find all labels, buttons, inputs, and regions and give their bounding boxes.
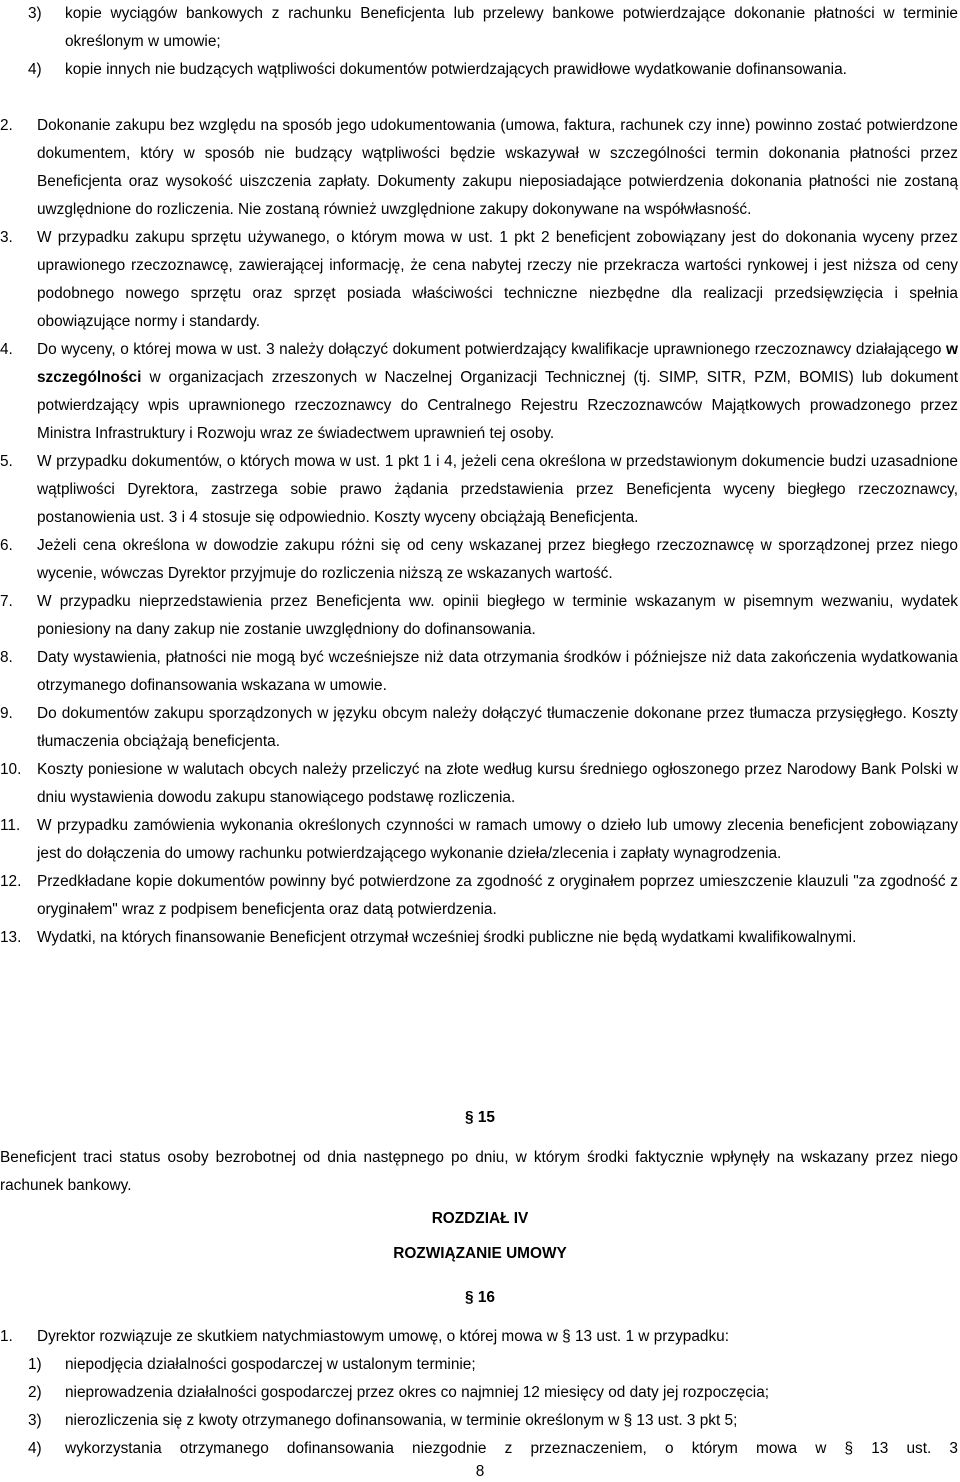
list-item bbox=[0, 924, 958, 952]
list-item-text: Koszty poniesione w walutach obcych należy przeliczyć na złote według kursu średniego ogłoszonego przez Narodowy Bank Polski w dniu wystawienia dowodu zakupu stanowiącego podstawę rozliczenia. bbox=[37, 761, 958, 806]
sub-list-item bbox=[0, 1379, 958, 1407]
top-list bbox=[0, 0, 960, 84]
list-item-number: 10. bbox=[0, 761, 22, 778]
text-segment: w organizacjach zrzeszonych w Naczelnej Organizacji Technicznej (tj. SIMP, SITR, PZM, BOMIS) lub dokument potwierdzający wpis uprawnionego rzeczoznawcy do Centralnego Rejestru Rzeczoznawców Majątkowych prowadzonego przez Ministra Infrastruktury i Rozwoju wraz ze świadectwem uprawnień tej osoby. bbox=[37, 369, 958, 442]
list-item-number: 3) bbox=[28, 1412, 42, 1429]
list-item-number: 7. bbox=[0, 593, 13, 610]
section-heading-15: § 15 bbox=[465, 1109, 495, 1126]
list-item-text: Dyrektor rozwiązuje ze skutkiem natychmiastowym umowę, o której mowa w § 13 ust. 1 w przypadku: bbox=[37, 1328, 729, 1345]
sub-list-item bbox=[0, 1407, 958, 1435]
list-item-text: Dokonanie zakupu bez względu na sposób jego udokumentowania (umowa, faktura, rachunek czy inne) powinno zostać potwierdzone dokumentem, który w sposób nie budzący wątpliwości będzie wskazywał w szczególności termin dokonania płatności przez Beneficjenta oraz wysokość uiszczenia zapłaty. Dokumenty zakupu nieposiadające potwierdzenia dokonania płatności nie zostaną uwzględnione do rozliczenia. Nie zostaną również uwzględnione zakupy dokonywane na współwłasność. bbox=[37, 117, 958, 218]
list-item-text: W przypadku dokumentów, o których mowa w ust. 1 pkt 1 i 4, jeżeli cena określona w przedstawionym dokumencie budzi uzasadnione wątpliwości Dyrektora, zastrzega sobie prawo żądania przedstawienia przez Beneficjenta wyceny biegłego rzeczoznawcy, postanowienia ust. 3 i 4 stosuje się odpowiednio. Koszty wyceny obciążają Beneficjenta. bbox=[37, 453, 958, 526]
list-item-number: 3. bbox=[0, 229, 13, 246]
list-item bbox=[0, 448, 958, 532]
list-item bbox=[0, 336, 958, 448]
list-item-text: nieprowadzenia działalności gospodarczej przez okres co najmniej 12 miesięcy od daty jej rozpoczęcia; bbox=[65, 1384, 770, 1401]
chapter-title: ROZWIĄZANIE UMOWY bbox=[393, 1245, 567, 1262]
list-item-text: Wydatki, na których finansowanie Beneficjent otrzymał wcześniej środki publiczne nie będą wydatkami kwalifikowalnymi. bbox=[37, 929, 857, 946]
numbered-list bbox=[0, 112, 960, 952]
paragraph-15: Beneficjent traci status osoby bezrobotnej od dnia następnego po dniu, w którym środki faktycznie wpłynęły na wskazany przez niego rachunek bankowy. bbox=[0, 1149, 958, 1194]
section-16-list bbox=[0, 1323, 960, 1463]
list-item bbox=[0, 812, 958, 868]
list-item bbox=[0, 700, 958, 756]
list-item-text: Jeżeli cena określona w dowodzie zakupu różni się od ceny wskazanej przez biegłego rzeczoznawcę w sporządzonej przez niego wycenie, wówczas Dyrektor przyjmuje do rozliczenia niższą ze wskazanych wartość. bbox=[37, 537, 958, 582]
list-item-number: 2) bbox=[28, 1384, 42, 1401]
page-number: 8 bbox=[475, 1463, 485, 1480]
list-item-number: 11. bbox=[0, 817, 21, 834]
list-item-number: 1) bbox=[28, 1356, 42, 1373]
section-heading-16: § 16 bbox=[465, 1289, 495, 1306]
list-item-text: niepodjęcia działalności gospodarczej w ustalonym terminie; bbox=[65, 1356, 476, 1373]
list-item bbox=[0, 588, 958, 644]
chapter-number: ROZDZIAŁ IV bbox=[431, 1210, 529, 1227]
sub-list-item bbox=[0, 1351, 958, 1379]
list-item bbox=[0, 756, 958, 812]
list-item bbox=[0, 56, 958, 84]
list-item bbox=[0, 224, 958, 336]
list-item bbox=[0, 644, 958, 700]
list-item-text: wykorzystania otrzymanego dofinansowania niezgodnie z przeznaczeniem, o którym mowa w § 13 ust. 3 bbox=[65, 1440, 958, 1457]
list-item-text: kopie innych nie budzących wątpliwości dokumentów potwierdzających prawidłowe wydatkowanie dofinansowania. bbox=[65, 61, 847, 78]
list-item-number: 4. bbox=[0, 341, 13, 358]
list-item-text: kopie wyciągów bankowych z rachunku Beneficjenta lub przelewy bankowe potwierdzające dokonanie płatności w terminie określonym w umowie; bbox=[65, 5, 958, 50]
list-item-number: 4) bbox=[28, 1440, 42, 1457]
list-item-text: W przypadku zakupu sprzętu używanego, o którym mowa w ust. 1 pkt 2 beneficjent zobowiązany jest do dokonania wyceny przez uprawionego rzeczoznawcę, zawierającej informację, że cena nabytej rzeczy nie przekracza wartości rynkowej i jest niższa od ceny podobnego nowego sprzętu oraz sprzęt posiada właściwości techniczne niezbędne dla realizacji przedsięwzięcia i spełnia obowiązujące normy i standardy. bbox=[37, 229, 958, 330]
list-item-number: 2. bbox=[0, 117, 13, 134]
text-segment: Do wyceny, o której mowa w ust. 3 należy dołączyć dokument potwierdzający kwalifikacje uprawnionego rzeczoznawcy działającego bbox=[37, 341, 947, 358]
list-item-number: 9. bbox=[0, 705, 13, 722]
list-item-number: 13. bbox=[0, 929, 22, 946]
list-item-number: 5. bbox=[0, 453, 13, 470]
list-item-text: nierozliczenia się z kwoty otrzymanego dofinansowania, w terminie określonym w § 13 ust. 3 pkt 5; bbox=[65, 1412, 738, 1429]
bold-phrase: w szczególności bbox=[37, 341, 958, 386]
list-item-number: 6. bbox=[0, 537, 13, 554]
list-item-text: Przedkładane kopie dokumentów powinny być potwierdzone za zgodność z oryginałem poprzez umieszczenie klauzuli "za zgodność z oryginałem" wraz z podpisem beneficjenta oraz datą potwierdzenia. bbox=[37, 873, 958, 918]
list-item bbox=[0, 1323, 958, 1351]
sub-list-item bbox=[0, 1435, 958, 1463]
list-item-text: W przypadku nieprzedstawienia przez Beneficjenta ww. opinii biegłego w terminie wskazanym w pisemnym wezwaniu, wydatek poniesiony na dany zakup nie zostanie uwzględniony do dofinansowania. bbox=[37, 593, 958, 638]
list-item-number: 12. bbox=[0, 873, 22, 890]
list-item-text: Do dokumentów zakupu sporządzonych w języku obcym należy dołączyć tłumaczenie dokonane przez tłumacza przysięgłego. Koszty tłumaczenia obciążają beneficjenta. bbox=[37, 705, 958, 750]
list-item-number: 8. bbox=[0, 649, 13, 666]
list-item bbox=[0, 868, 958, 924]
list-item-number: 4) bbox=[28, 61, 42, 78]
list-item bbox=[0, 532, 958, 588]
list-item-text bbox=[37, 336, 958, 448]
list-item-text: W przypadku zamówienia wykonania określonych czynności w ramach umowy o dzieło lub umowy zlecenia beneficjent zobowiązany jest do dołączenia do umowy rachunku potwierdzającego wykonanie dzieła/zlecenia i zapłaty wynagrodzenia. bbox=[37, 817, 958, 862]
list-item-number: 1. bbox=[0, 1328, 13, 1345]
list-item-number: 3) bbox=[28, 5, 42, 22]
list-item-text: Daty wystawienia, płatności nie mogą być wcześniejsze niż data otrzymania środków i późniejsze niż data zakończenia wydatkowania otrzymanego dofinansowania wskazana w umowie. bbox=[37, 649, 958, 694]
list-item bbox=[0, 0, 958, 56]
list-item bbox=[0, 112, 958, 224]
